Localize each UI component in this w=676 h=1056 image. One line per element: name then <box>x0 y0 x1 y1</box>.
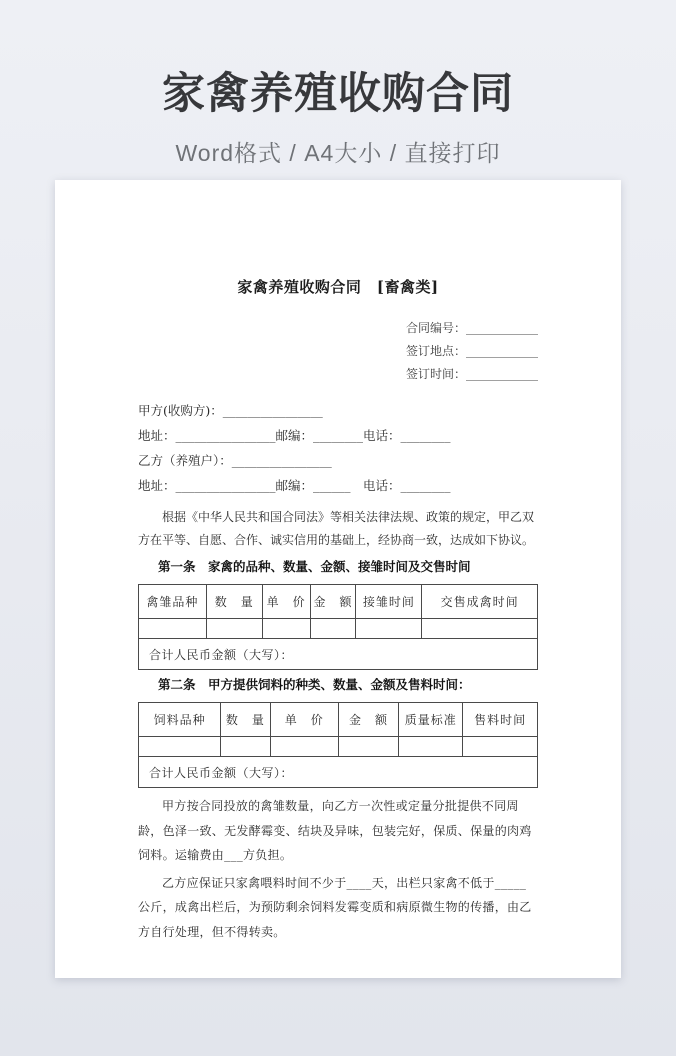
feed-table <box>138 702 538 788</box>
page-header <box>0 0 676 168</box>
document-content <box>138 276 538 944</box>
feed-table-header-row <box>139 703 538 737</box>
page-title: 家禽养殖收购合同 <box>162 70 514 118</box>
sign-time-line: 签订时间：____________ <box>405 367 538 381</box>
table-cell <box>221 737 270 757</box>
poultry-col-chick-time: 接雏时间 <box>356 585 422 619</box>
feed-table-footer-row <box>139 757 538 788</box>
poultry-total-label: 合计人民币金额（大写）： <box>139 639 538 670</box>
feed-table-empty-row <box>139 737 538 757</box>
feed-col-quantity: 数 量 <box>221 703 270 737</box>
party-b-line: 乙方（养殖户）：________________ <box>138 453 332 468</box>
feed-total-label: 合计人民币金额（大写）： <box>139 757 538 788</box>
document-page <box>55 180 621 978</box>
sign-place-line: 签订地点：____________ <box>405 344 538 358</box>
page-subtitle: Word格式 / A4大小 / 直接打印 <box>175 140 501 166</box>
feed-col-amount: 金 额 <box>338 703 398 737</box>
poultry-col-unit-price: 单 价 <box>262 585 310 619</box>
parties-block <box>138 398 538 498</box>
feed-col-unit-price: 单 价 <box>270 703 338 737</box>
contract-meta <box>138 317 538 386</box>
poultry-col-breed: 禽雏品种 <box>139 585 207 619</box>
section1-heading: 第一条 家禽的品种、数量、金额、接雏时间及交售时间 <box>158 559 471 574</box>
poultry-table-footer-row <box>139 639 538 670</box>
feed-col-sale-time: 售料时间 <box>463 703 538 737</box>
table-cell <box>463 737 538 757</box>
intro-paragraph: 根据《中华人民共和国合同法》等相关法律法规、政策的规定，甲乙双方在平等、自愿、合作、诚实信用的基础上，经协商一致，达成如下协议。 <box>138 510 535 547</box>
table-cell <box>139 619 207 639</box>
table-cell <box>356 619 422 639</box>
table-cell <box>270 737 338 757</box>
feed-col-type: 饲料品种 <box>139 703 221 737</box>
poultry-table-header-row <box>139 585 538 619</box>
table-cell <box>399 737 463 757</box>
table-cell <box>262 619 310 639</box>
table-cell <box>338 737 398 757</box>
poultry-table-empty-row <box>139 619 538 639</box>
section2-heading: 第二条 甲方提供饲料的种类、数量、金额及售料时间： <box>158 677 471 692</box>
table-cell <box>310 619 356 639</box>
party-a-address-line: 地址：________________邮编：________电话：________ <box>138 428 451 443</box>
contract-title: 家禽养殖收购合同 [畜禽类] <box>237 278 439 296</box>
poultry-table <box>138 584 538 670</box>
feed-col-quality: 质量标准 <box>399 703 463 737</box>
contract-number-line: 合同编号：____________ <box>405 321 538 335</box>
party-a-line: 甲方(收购方)：________________ <box>138 403 323 418</box>
table-cell <box>139 737 221 757</box>
clause-paragraph-feed-supply: 甲方按合同投放的禽雏数量，向乙方一次性或定量分批提供不同周龄，色泽一致、无发酵霉变、结块及异味，包装完好，保质、保量的肉鸡饲料。运输费由___方负担。 <box>138 799 532 862</box>
poultry-col-amount: 金 额 <box>310 585 356 619</box>
poultry-col-quantity: 数 量 <box>206 585 262 619</box>
poultry-col-sale-time: 交售成禽时间 <box>422 585 538 619</box>
party-b-address-line: 地址：________________邮编：______ 电话：________ <box>138 478 451 493</box>
table-cell <box>206 619 262 639</box>
clause-paragraph-feeding-guarantee: 乙方应保证只家禽喂料时间不少于____天，出栏只家禽不低于_____公斤，成禽出栏后，为预防剩余饲料发霉变质和病原微生物的传播，由乙方自行处理，但不得转卖。 <box>138 875 532 939</box>
table-cell <box>422 619 538 639</box>
